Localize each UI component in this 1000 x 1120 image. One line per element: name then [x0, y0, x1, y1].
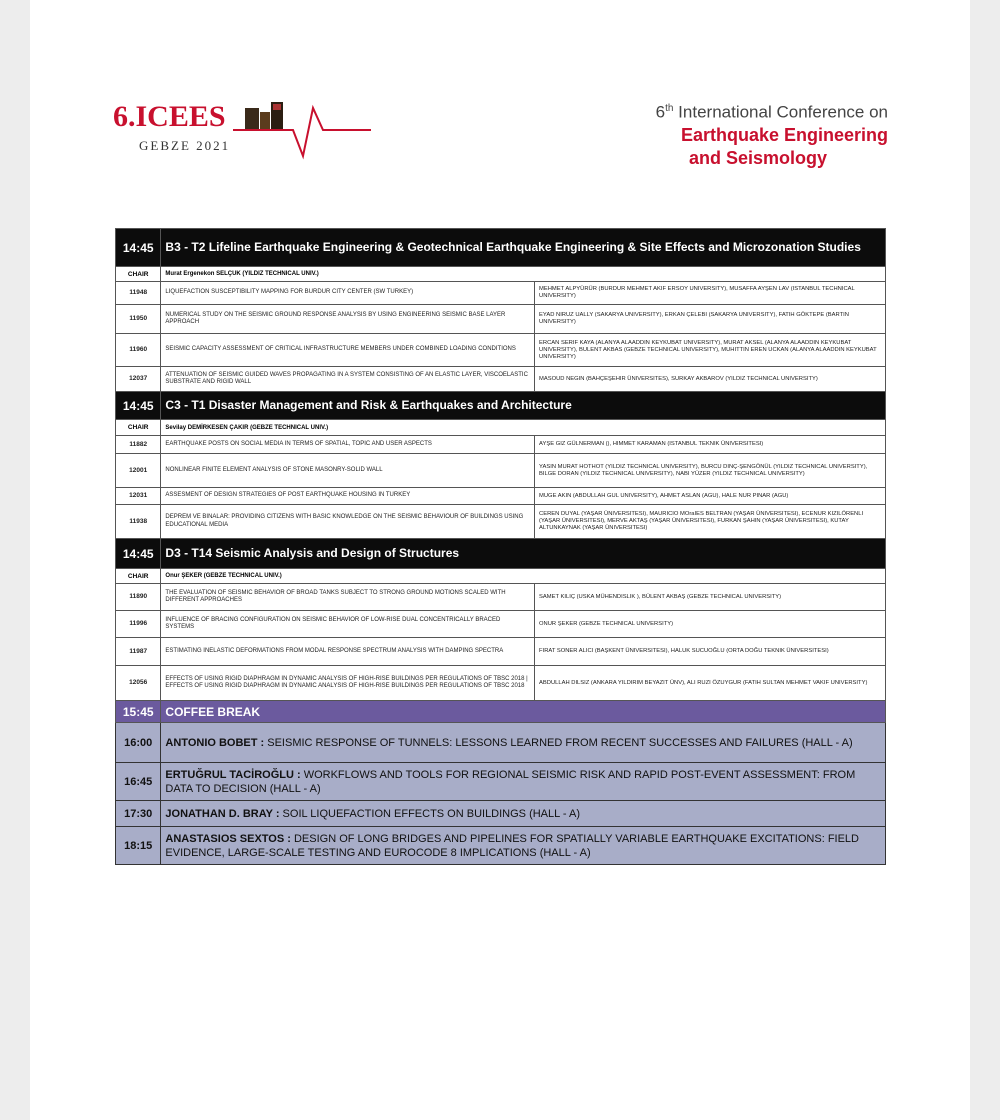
- paper-row: [116, 305, 886, 334]
- paper-authors: CEREN DUYAL (YAŞAR ÜNIVERSITESI), MAURICIO MOraIES BELTRAN (YAŞAR ÜNIVERSITESI), ECENUR KIZILÖRENLI (YAŞAR ÜNIVERSITESI), MERVE AKTAŞ (YAŞAR ÜNIVERSITESI), FURKAN ŞAHIN (YAŞAR ÜNIVERSITESI), KUTAY ALTUNKAYNAK (YAŞAR ÜNIVERSITESI): [535, 505, 886, 539]
- paper-title: ASSESMENT OF DESIGN STRATEGIES OF POST EARTHQUAKE HOUSING IN TURKEY: [161, 488, 535, 505]
- paper-row: [116, 584, 886, 611]
- conference-title: [558, 97, 888, 170]
- chair-row: [116, 420, 886, 436]
- logo-landmarks-icon: [233, 98, 373, 162]
- conference-title-line1: 6th International Conference on: [655, 102, 888, 122]
- paper-row: [116, 334, 886, 367]
- paper-row: [116, 666, 886, 701]
- keynote-talk: DESIGN OF LONG BRIDGES AND PIPELINES FOR SPATIALLY VARIABLE EARTHQUAKE EXCITATIONS: FIELD EVIDENCE, LARGE-SCALE TESTING AND EUROCODE 8 IMPLICATIONS (HALL - A): [165, 832, 859, 859]
- paper-authors: ERCAN SERIF KAYA (ALANYA ALAADDIN KEYKUBAT UNIVERSITY), MURAT AKSEL (ALANYA ALAADDIN KEYKUBAT UNIVERSITY), BULENT AKBAS (GEBZE TECHNICAL UNIVERSITY), MUHITTIN EREN UCKAN (ALANYA ALAADDIN KEYKUBAT UNIVERSITY): [535, 334, 886, 367]
- paper-authors: YASIN MURAT HOTHOT (YILDIZ TECHNICAL UNIVERSITY), BURCU DINÇ-ŞENGÖNÜL (YILDIZ TECHNICAL UNIVERSITY), BILGE DORAN (YILDIZ TECHNICAL UNIVERSITY), NABI YÜZER (YILDIZ TECHNICAL UNIVERSITY): [535, 454, 886, 488]
- paper-id: 11960: [116, 334, 161, 367]
- paper-title: EFFECTS OF USING RIGID DIAPHRAGM IN DYNAMIC ANALYSIS OF HIGH-RISE BUILDINGS PER REGULATIONS OF TBSC 2018 | EFFECTS OF USING RIGID DIAPHRAGM IN DYNAMIC ANALYSIS OF HIGH-RISE BUILDINGS PER REGULATIONS OF TBSC 2018: [161, 666, 535, 701]
- paper-id: 11938: [116, 505, 161, 539]
- keynote-row: [116, 801, 886, 827]
- chair-label: CHAIR: [116, 569, 161, 584]
- coffee-break-row: [116, 701, 886, 723]
- session-header: [116, 392, 886, 420]
- paper-title: DEPREM VE BINALAR: PROVIDING CITIZENS WITH BASIC KNOWLEDGE ON THE SEISMIC BEHAVIOUR OF BUILDINGS USING EDUCATIONAL MEDIA: [161, 505, 535, 539]
- paper-row: [116, 638, 886, 666]
- program-page: [30, 0, 970, 1120]
- session-title: D3 - T14 Seismic Analysis and Design of Structures: [161, 539, 886, 569]
- paper-authors: FIRAT SONER ALICI (BAŞKENT ÜNIVERSITESI), HALUK SUCUOĞLU (ORTA DOĞU TEKNIK ÜNIVERSITESI): [535, 638, 886, 666]
- paper-row: [116, 488, 886, 505]
- paper-authors: EYAD NIRUZ UALLY (SAKARYA UNIVERSITY), ERKAN ÇELEBI (SAKARYA UNIVERSITY), FATIH GÖKTEPE (BARTIN UNIVERSITY): [535, 305, 886, 334]
- paper-title: EARTHQUAKE POSTS ON SOCIAL MEDIA IN TERMS OF SPATIAL, TOPIC AND USER ASPECTS: [161, 436, 535, 454]
- keynote-time: 18:15: [116, 827, 161, 865]
- paper-authors: MUGE AKIN (ABDULLAH GUL UNIVERSITY), AHMET ASLAN (AGU), HALE NUR PINAR (AGU): [535, 488, 886, 505]
- keynote-row: [116, 827, 886, 865]
- paper-row: [116, 454, 886, 488]
- paper-title: SEISMIC CAPACITY ASSESSMENT OF CRITICAL INFRASTRUCTURE MEMBERS UNDER COMBINED LOADING CONDITIONS: [161, 334, 535, 367]
- chair-name: Sevilay DEMİRKESEN ÇAKIR (GEBZE TECHNICAL UNIV.): [161, 420, 886, 436]
- keynote-speaker: ANTONIO BOBET :: [165, 736, 265, 749]
- chair-name: Onur ŞEKER (GEBZE TECHNICAL UNIV.): [161, 569, 886, 584]
- paper-authors: SAMET KILIÇ (USKA MÜHENDISLIK ), BÜLENT AKBAŞ (GEBZE TECHNICAL UNIVERSITY): [535, 584, 886, 611]
- chair-name: Murat Ergenekon SELÇUK (YILDIZ TECHNICAL UNIV.): [161, 267, 886, 282]
- session-time: 14:45: [116, 229, 161, 267]
- logo-subtitle: GEBZE 2021: [139, 138, 231, 153]
- paper-id: 11987: [116, 638, 161, 666]
- session-title: B3 - T2 Lifeline Earthquake Engineering & Geotechnical Earthquake Engineering & Site Effects and Microzonation Studies: [161, 229, 886, 267]
- session-time: 14:45: [116, 392, 161, 420]
- chair-label: CHAIR: [116, 267, 161, 282]
- chair-label: CHAIR: [116, 420, 161, 436]
- keynote-text: [161, 723, 886, 763]
- paper-row: [116, 367, 886, 392]
- paper-id: 12031: [116, 488, 161, 505]
- paper-id: 11950: [116, 305, 161, 334]
- keynote-row: [116, 723, 886, 763]
- paper-id: 12037: [116, 367, 161, 392]
- paper-id: 11948: [116, 282, 161, 305]
- paper-authors: MEHMET ALPYÜRÜR (BURDUR MEHMET AKIF ERSOY UNIVERSITY), MUSAFFA AYŞEN LAV (ISTANBUL TECHNICAL UNIVERSITY): [535, 282, 886, 305]
- conference-logo: [113, 98, 373, 168]
- keynote-talk: SEISMIC RESPONSE OF TUNNELS: LESSONS LEARNED FROM RECENT SUCCESSES AND FAILURES (HALL - A): [264, 736, 853, 749]
- logo-text: 6.ICEES: [113, 100, 226, 133]
- paper-authors: ABDULLAH DILSIZ (ANKARA YILDIRIM BEYAZIT ÜNV), ALI RUZI ÖZUYGUR (FATIH SULTAN MEHMET VAKIF UNIVERSITY): [535, 666, 886, 701]
- keynote-speaker: JONATHAN D. BRAY :: [165, 807, 280, 820]
- keynote-time: 16:00: [116, 723, 161, 763]
- session-header: [116, 539, 886, 569]
- chair-row: [116, 569, 886, 584]
- keynote-time: 16:45: [116, 763, 161, 801]
- paper-id: 11890: [116, 584, 161, 611]
- paper-title: LIQUEFACTION SUSCEPTIBILITY MAPPING FOR BURDUR CITY CENTER (SW TURKEY): [161, 282, 535, 305]
- coffee-break-time: 15:45: [116, 701, 161, 723]
- paper-authors: ONUR ŞEKER (GEBZE TECHNICAL UNIVERSITY): [535, 611, 886, 638]
- keynote-speaker: ANASTASIOS SEXTOS :: [165, 832, 291, 845]
- keynote-row: [116, 763, 886, 801]
- conference-title-line3: and Seismology: [688, 147, 827, 168]
- keynote-text: [161, 827, 886, 865]
- paper-row: [116, 505, 886, 539]
- paper-row: [116, 611, 886, 638]
- paper-id: 12056: [116, 666, 161, 701]
- paper-title: NUMERICAL STUDY ON THE SEISMIC GROUND RESPONSE ANALYSIS BY USING ENGINEERING SEISMIC BASE LAYER APPROACH: [161, 305, 535, 334]
- paper-authors: MASOUD NEGIN (BAHÇEŞEHIR ÜNIVERSITES), SURKAY AKBAROV (YILDIZ TECHNICAL UNIVERSITY): [535, 367, 886, 392]
- paper-id: 11882: [116, 436, 161, 454]
- conference-title-line2: Earthquake Engineering: [680, 124, 888, 145]
- paper-id: 12001: [116, 454, 161, 488]
- keynote-text: [161, 801, 886, 827]
- paper-title: THE EVALUATION OF SEISMIC BEHAVIOR OF BROAD TANKS SUBJECT TO STRONG GROUND MOTIONS SCALED WITH DIFFERENT APPROACHES: [161, 584, 535, 611]
- paper-title: ATTENUATION OF SEISMIC GUIDED WAVES PROPAGATING IN A SYSTEM CONSISTING OF AN ELASTIC LAYER, VISCOELASTIC SUBSTRATE AND RIGID WALL: [161, 367, 535, 392]
- session-time: 14:45: [116, 539, 161, 569]
- paper-row: [116, 282, 886, 305]
- session-header: [116, 229, 886, 267]
- paper-title: ESTIMATING INELASTIC DEFORMATIONS FROM MODAL RESPONSE SPECTRUM ANALYSIS WITH DAMPING SPECTRA: [161, 638, 535, 666]
- paper-title: NONLINEAR FINITE ELEMENT ANALYSIS OF STONE MASONRY-SOLID WALL: [161, 454, 535, 488]
- schedule-table: [115, 228, 886, 865]
- keynote-talk: WORKFLOWS AND TOOLS FOR REGIONAL SEISMIC RISK AND RAPID POST-EVENT ASSESSMENT: FROM DATA TO DECISION (HALL - A): [165, 768, 856, 795]
- keynote-text: [161, 763, 886, 801]
- coffee-break-label: COFFEE BREAK: [161, 701, 886, 723]
- keynote-talk: SOIL LIQUEFACTION EFFECTS ON BUILDINGS (HALL - A): [279, 807, 581, 820]
- session-title: C3 - T1 Disaster Management and Risk & Earthquakes and Architecture: [161, 392, 886, 420]
- paper-id: 11996: [116, 611, 161, 638]
- paper-authors: AYŞE GIZ GÜLNERMAN (), HIMMET KARAMAN (ISTANBUL TEKNIK ÜNIVERSITESI): [535, 436, 886, 454]
- keynote-time: 17:30: [116, 801, 161, 827]
- paper-title: INFLUENCE OF BRACING CONFIGURATION ON SEISMIC BEHAVIOR OF LOW-RISE DUAL CONCENTRICALLY BRACED SYSTEMS: [161, 611, 535, 638]
- keynote-speaker: ERTUĞRUL TACİROĞLU :: [165, 768, 301, 781]
- paper-row: [116, 436, 886, 454]
- chair-row: [116, 267, 886, 282]
